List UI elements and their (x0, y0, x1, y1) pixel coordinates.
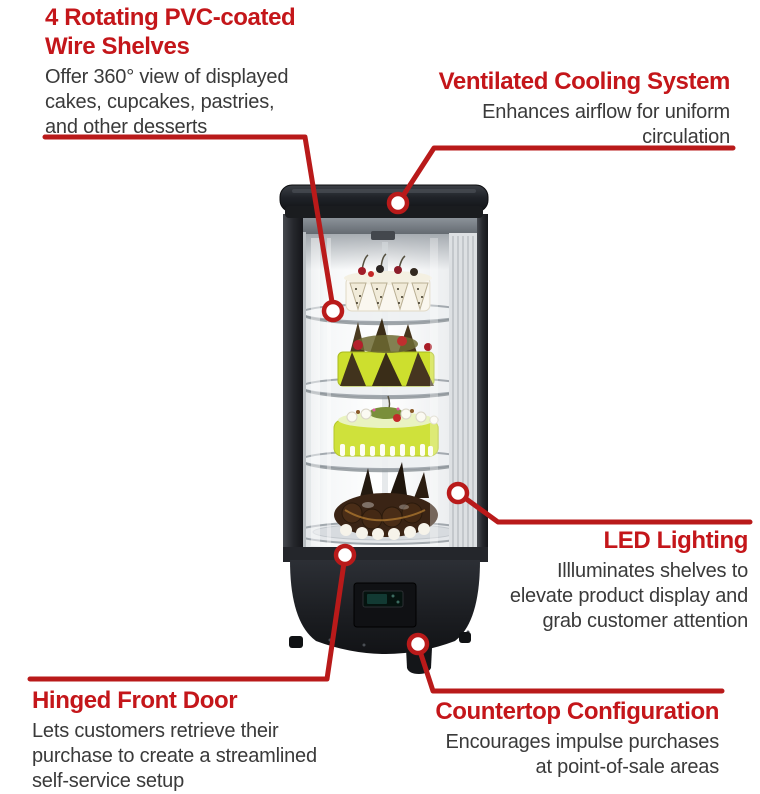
left-foot (289, 636, 303, 648)
heading-line: 4 Rotating PVC-coated (45, 4, 296, 31)
door-anchor-dot (336, 546, 354, 564)
led-callout-line (458, 493, 750, 522)
body-line: Offer 360° view of displayed (45, 66, 289, 88)
body-line: circulation (642, 126, 730, 148)
callout-shelves-body (45, 65, 365, 140)
body-line: purchase to create a streamlined (32, 745, 317, 767)
shelves-anchor-dot (324, 302, 342, 320)
body-line: Lets customers retrieve their (32, 720, 279, 742)
glass-highlight (430, 238, 438, 546)
body-line: and other desserts (45, 116, 208, 138)
callout-led-body (408, 559, 748, 634)
door-hinge-frame (283, 214, 303, 550)
heading-line: Wire Shelves (45, 33, 190, 60)
body-line: at point-of-sale areas (535, 756, 719, 778)
callout-led (408, 526, 748, 634)
callout-cooling (390, 67, 730, 150)
body-line: Encourages impulse purchases (445, 731, 719, 753)
temperature-controller (363, 591, 403, 607)
body-line: Illluminates shelves to (556, 560, 748, 582)
body-line: Enhances airflow for uniform (482, 101, 730, 123)
callout-door-heading: Hinged Front Door (32, 687, 238, 714)
led-anchor-dot (449, 484, 467, 502)
door-mullion (303, 232, 306, 550)
callout-led-heading: LED Lighting (603, 527, 748, 554)
callout-door-body (32, 719, 377, 794)
countertop-callout-line (418, 645, 722, 691)
body-line: elevate product display and (509, 585, 748, 607)
body-line: grab customer attention (542, 610, 748, 632)
callout-cooling-heading: Ventilated Cooling System (438, 68, 730, 95)
callout-countertop (374, 697, 719, 780)
callout-shelves (45, 3, 365, 140)
countertop-anchor-dot (409, 635, 427, 653)
glass-highlight (311, 238, 320, 546)
right-edge-frame (477, 214, 488, 550)
cooling-anchor-dot (389, 194, 407, 212)
body-line: self-service setup (32, 770, 185, 792)
fan-housing-nub (371, 231, 395, 240)
callout-door (32, 686, 377, 794)
callout-countertop-body (374, 730, 719, 780)
callout-shelves-heading (45, 3, 365, 61)
callout-countertop-heading: Countertop Configuration (435, 698, 719, 725)
body-line: cakes, cupcakes, pastries, (45, 91, 275, 113)
callout-cooling-body (390, 100, 730, 150)
